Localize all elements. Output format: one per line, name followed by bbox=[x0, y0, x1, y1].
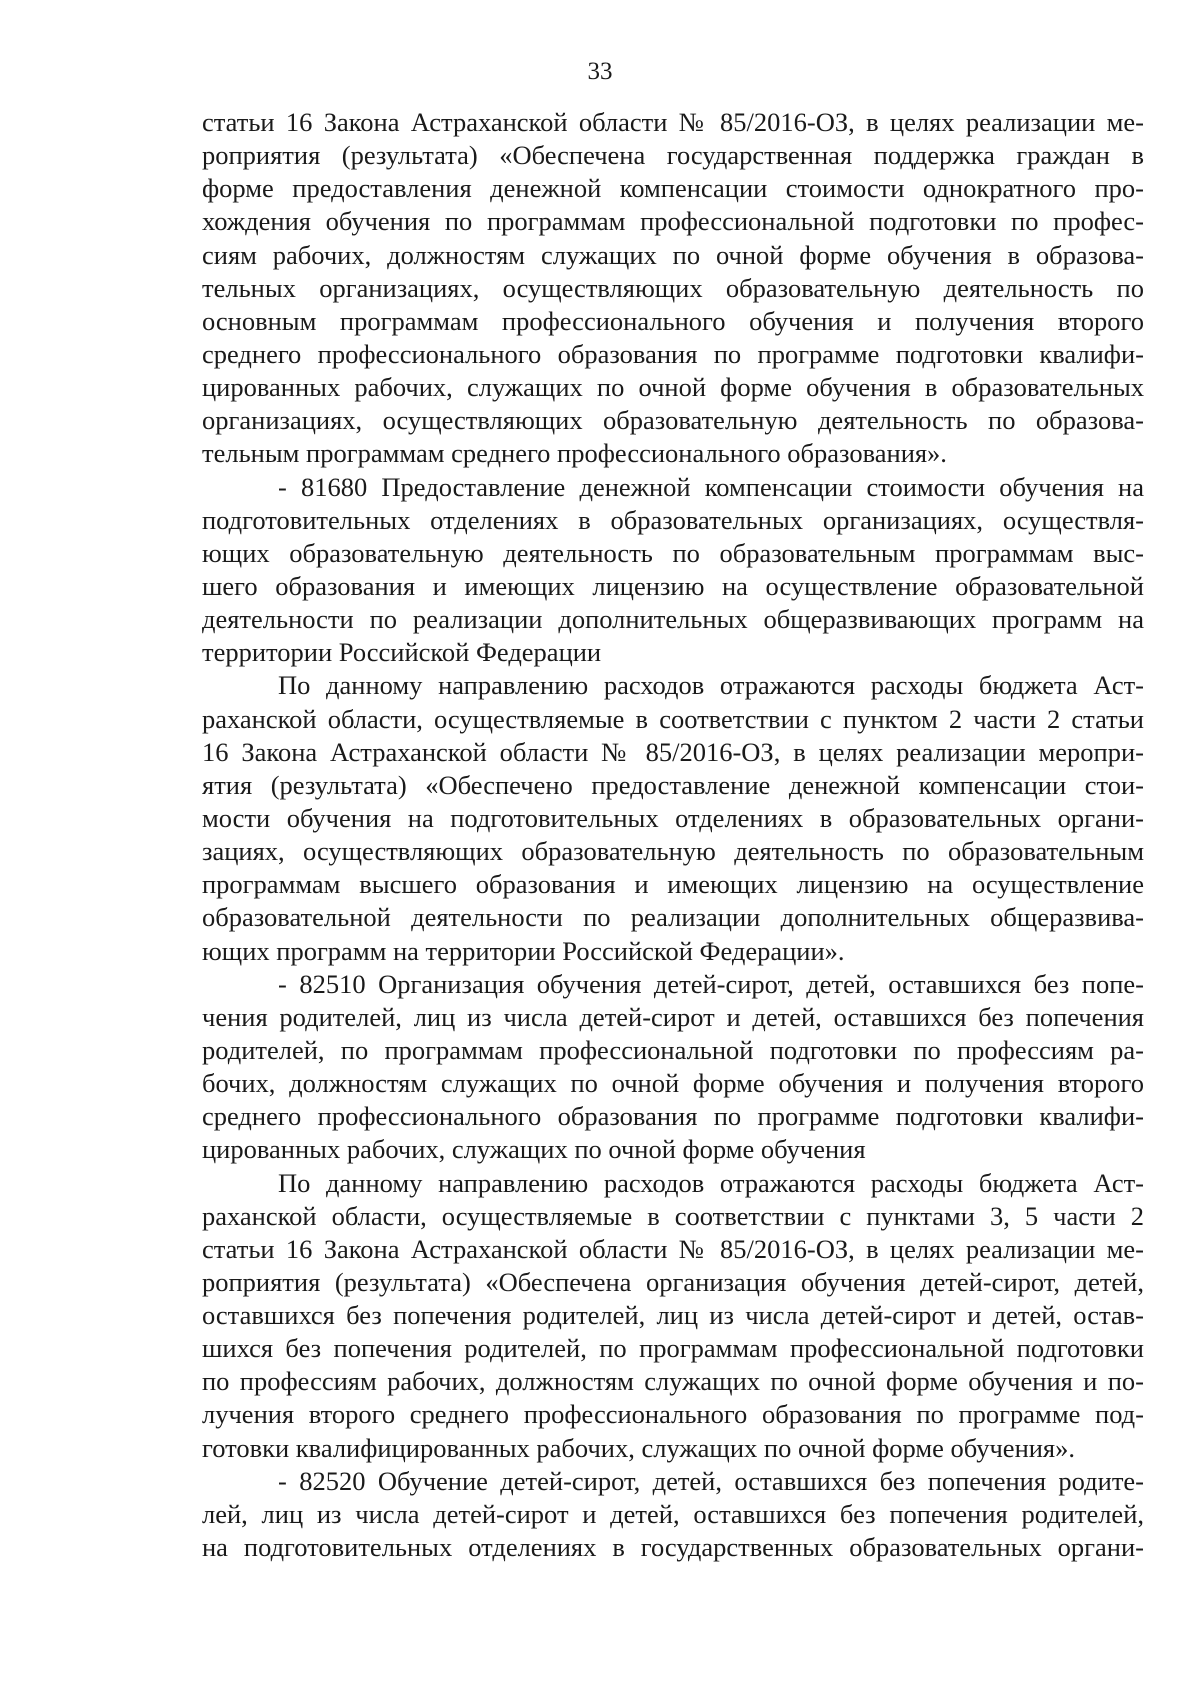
text-line: статьи 16 Закона Астраханской области № 85/2016-ОЗ, в целях реализации ме- bbox=[202, 1233, 1144, 1264]
text-line: зациях, осуществляющих образовательную деятельность по образовательным bbox=[202, 836, 1144, 867]
text-line: готовки квалифицированных рабочих, служащих по очной форме обучения». bbox=[202, 1432, 1075, 1463]
text-line: сиям рабочих, должностям служащих по очной форме обучения в образова- bbox=[202, 239, 1144, 270]
text-line: чения родителей, лиц из числа детей-сирот и детей, оставшихся без попечения bbox=[202, 1001, 1144, 1032]
text-line: тельных организациях, осуществляющих образовательную деятельность по bbox=[202, 272, 1144, 303]
text-line: образовательной деятельности по реализации дополнительных общеразвива- bbox=[202, 902, 1144, 933]
text-line: лучения второго среднего профессионального образования по программе под- bbox=[202, 1399, 1144, 1430]
text-line: форме предоставления денежной компенсации стоимости однократного про- bbox=[202, 173, 1144, 204]
text-line: цированных рабочих, служащих по очной форме обучения bbox=[202, 1134, 866, 1165]
text-line: - 81680 Предоставление денежной компенсации стоимости обучения на bbox=[278, 471, 1144, 502]
text-line: лей, лиц из числа детей-сирот и детей, оставшихся без попечения родителей, bbox=[202, 1498, 1144, 1529]
text-line: - 82510 Организация обучения детей-сирот, детей, оставшихся без попе- bbox=[278, 968, 1144, 999]
text-line: деятельности по реализации дополнительных общеразвивающих программ на bbox=[202, 604, 1144, 635]
text-line: среднего профессионального образования по программе подготовки квалифи- bbox=[202, 1101, 1144, 1132]
text-line: тельным программам среднего профессионального образования». bbox=[202, 438, 947, 469]
text-line: 16 Закона Астраханской области № 85/2016-ОЗ, в целях реализации меропри- bbox=[202, 736, 1144, 767]
text-line: мости обучения на подготовительных отделениях в образовательных органи- bbox=[202, 802, 1144, 833]
text-line: территории Российской Федерации bbox=[202, 637, 602, 668]
text-line: роприятия (результата) «Обеспечена организация обучения детей-сирот, детей, bbox=[202, 1266, 1144, 1297]
text-line: хождения обучения по программам профессиональной подготовки по профес- bbox=[202, 206, 1144, 237]
text-line: основным программам профессионального обучения и получения второго bbox=[202, 305, 1144, 336]
text-line: шего образования и имеющих лицензию на осуществление образовательной bbox=[202, 570, 1144, 601]
text-line: ющих программ на территории Российской Федерации». bbox=[202, 935, 845, 966]
text-line: на подготовительных отделениях в государственных образовательных органи- bbox=[202, 1532, 1144, 1563]
body-text bbox=[202, 106, 1144, 1564]
text-line: По данному направлению расходов отражаются расходы бюджета Аст- bbox=[278, 670, 1144, 701]
page-number: 33 bbox=[587, 58, 613, 85]
text-line: по профессиям рабочих, должностям служащих по очной форме обучения и по- bbox=[202, 1366, 1144, 1397]
text-line: организациях, осуществляющих образовательную деятельность по образова- bbox=[202, 405, 1144, 436]
text-line: - 82520 Обучение детей-сирот, детей, оставшихся без попечения родите- bbox=[278, 1465, 1144, 1496]
text-line: шихся без попечения родителей, по программам профессиональной подготовки bbox=[202, 1333, 1144, 1364]
text-line: раханской области, осуществляемые в соответствии с пунктами 3, 5 части 2 bbox=[202, 1200, 1144, 1231]
text-line: раханской области, осуществляемые в соответствии с пунктом 2 части 2 статьи bbox=[202, 703, 1144, 734]
text-line: ятия (результата) «Обеспечено предоставление денежной компенсации стои- bbox=[202, 769, 1144, 800]
text-line: По данному направлению расходов отражаются расходы бюджета Аст- bbox=[278, 1167, 1144, 1198]
text-line: родителей, по программам профессиональной подготовки по профессиям ра- bbox=[202, 1034, 1144, 1065]
text-line: программам высшего образования и имеющих лицензию на осуществление bbox=[202, 869, 1144, 900]
text-line: цированных рабочих, служащих по очной форме обучения в образовательных bbox=[202, 372, 1144, 403]
text-line: среднего профессионального образования по программе подготовки квалифи- bbox=[202, 338, 1144, 369]
text-line: бочих, должностям служащих по очной форме обучения и получения второго bbox=[202, 1068, 1144, 1099]
text-line: ющих образовательную деятельность по образовательным программам выс- bbox=[202, 537, 1144, 568]
text-line: оставшихся без попечения родителей, лиц из числа детей-сирот и детей, остав- bbox=[202, 1300, 1144, 1331]
text-line: роприятия (результата) «Обеспечена государственная поддержка граждан в bbox=[202, 140, 1144, 171]
text-line: подготовительных отделениях в образовательных организациях, осуществля- bbox=[202, 504, 1144, 535]
text-line: статьи 16 Закона Астраханской области № 85/2016-ОЗ, в целях реализации ме- bbox=[202, 107, 1144, 137]
